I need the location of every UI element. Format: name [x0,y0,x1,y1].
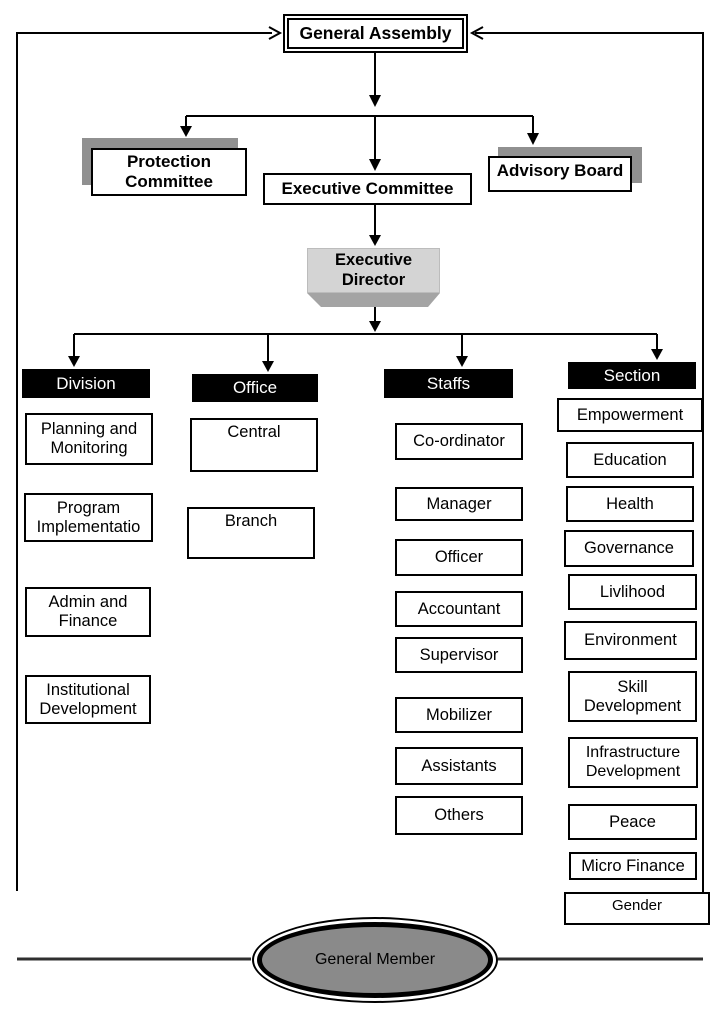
node-skill-development: Skill Development [568,671,697,722]
node-peace: Peace [568,804,697,840]
node-general-member [252,917,498,1003]
node-branch-office: Branch [187,507,315,559]
node-gender: Gender [564,892,710,925]
node-environment: Environment [564,621,697,660]
header-staffs: Staffs [384,369,513,398]
node-admin-and-finance: Admin and Finance [25,587,151,637]
arrowhead-office [262,361,274,372]
node-empowerment: Empowerment [557,398,703,432]
arrowhead-executive-director [369,235,381,246]
node-advisory-board: Advisory Board [488,156,632,192]
node-planning-and-monitoring: Planning and Monitoring [25,413,153,465]
node-accountant: Accountant [395,591,523,627]
arrowhead-ga-down [369,95,381,107]
node-mobilizer: Mobilizer [395,697,523,733]
node-general-assembly [283,14,468,53]
arrowhead-section [651,349,663,360]
node-education: Education [566,442,694,478]
arrowhead-division [68,356,80,367]
node-others: Others [395,796,523,835]
node-program-implementation: Program Implementatio [24,493,153,542]
arrowhead-advisory [527,133,539,145]
arrowhead-staffs [456,356,468,367]
node-executive-committee: Executive Committee [263,173,472,205]
general-assembly-label: General Assembly [287,18,464,49]
node-institutional-development: Institutional Development [25,675,151,724]
node-livelihood: Livlihood [568,574,697,610]
node-assistants: Assistants [395,747,523,785]
node-supervisor: Supervisor [395,637,523,673]
node-executive-director: Executive Director [307,248,440,293]
node-coordinator: Co-ordinator [395,423,523,460]
node-manager: Manager [395,487,523,521]
node-health: Health [566,486,694,522]
arrowhead-protection [180,126,192,137]
header-division: Division [22,369,150,398]
node-protection-committee: Protection Committee [91,148,247,196]
general-member-label: General Member [257,922,493,998]
node-micro-finance: Micro Finance [569,852,697,880]
header-section: Section [568,362,696,389]
node-governance: Governance [564,530,694,567]
node-central-office: Central [190,418,318,472]
header-office: Office [192,374,318,402]
node-infrastructure-development: Infrastructure Development [568,737,698,788]
arrowhead-ed-down [369,321,381,332]
arrowhead-executive-committee [369,159,381,171]
executive-director-base [307,293,440,307]
node-officer: Officer [395,539,523,576]
